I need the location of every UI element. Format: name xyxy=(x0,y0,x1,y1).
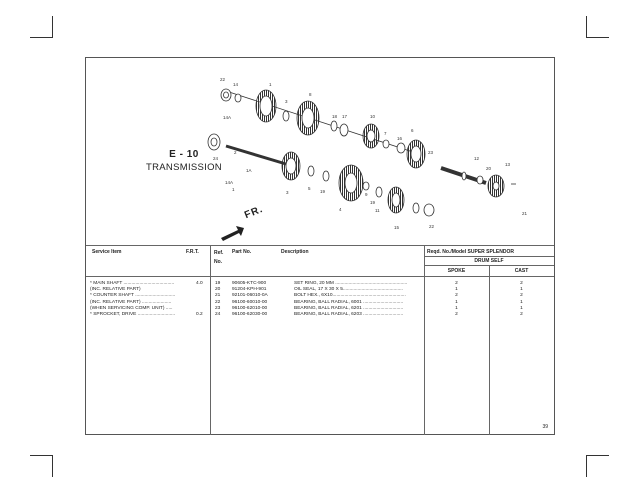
header-spoke: SPOKE xyxy=(447,268,466,274)
header-service-item: Service Item xyxy=(92,249,122,255)
part-callout: 11 xyxy=(375,208,380,213)
part-callout: 16 xyxy=(397,136,403,141)
frt-value: 0.2 xyxy=(196,312,203,317)
part-callout: 22 xyxy=(429,224,435,229)
part-callout: 8 xyxy=(309,92,312,97)
qty-spoke: 2 xyxy=(455,293,458,299)
front-direction-arrow xyxy=(221,226,244,241)
part-no: 91204-KPH-901 xyxy=(232,287,267,293)
main-shaft-assembly xyxy=(221,89,425,168)
qty-cast: 1 xyxy=(520,305,523,311)
part-no: 90605-KTC-900 xyxy=(232,281,267,286)
part-callout: 12 xyxy=(474,156,480,161)
table-subheader-rule xyxy=(424,256,554,257)
crop-mark-top-left xyxy=(30,37,53,38)
diagram-code: E - 10 xyxy=(169,149,199,160)
part-callout: 15 xyxy=(394,225,400,230)
part-callout: 3 xyxy=(285,99,288,104)
qty-spoke: 2 xyxy=(455,281,458,286)
parts-catalog-page xyxy=(85,57,555,435)
qty-cast: 2 xyxy=(520,293,523,299)
part-callout: 20 xyxy=(486,166,492,171)
ref-no: 21 xyxy=(215,293,221,299)
description: BOLT HEX., 6X10....................................................... xyxy=(294,293,406,299)
part-callout: 21 xyxy=(522,211,528,216)
part-callout: 22 xyxy=(220,77,226,82)
part-no: 96100-62030-00 xyxy=(232,312,268,317)
part-callout: 4 xyxy=(339,207,342,212)
header-frt: F.R.T. xyxy=(186,249,199,255)
part-callout: 7 xyxy=(384,131,387,136)
part-callout: 1 xyxy=(232,187,235,192)
ref-no: 24 xyxy=(215,312,221,317)
part-callout: 10 xyxy=(370,114,376,119)
part-callout: 24 xyxy=(213,156,219,161)
service-item: (WHEN SERVICING COMP. UNIT) ..... xyxy=(90,305,173,311)
qty-cast: 1 xyxy=(520,299,523,305)
ref-no: 19 xyxy=(215,281,221,286)
diagram-title: TRANSMISSION xyxy=(146,162,222,173)
header-ref-no: Ref. No. xyxy=(214,250,224,265)
crop-mark-bottom-left xyxy=(52,455,53,477)
header-cast: CAST xyxy=(514,268,529,274)
part-callout: 19 xyxy=(320,189,326,194)
description: BEARING, BALL RADIAL, 6201 .............................. xyxy=(294,305,404,311)
part-callout: 13 xyxy=(505,162,511,167)
header-required-qty: Reqd. No./Model SUPER SPLENDOR xyxy=(427,249,514,255)
part-no: 92101-06010-0A xyxy=(232,293,268,299)
description: BEARING, BALL RADIAL, 6203 .............................. xyxy=(294,312,404,317)
header-part-no: Part No. xyxy=(232,249,252,255)
ref-no: 20 xyxy=(215,287,221,293)
crop-mark-bottom-left xyxy=(30,455,53,456)
ref-no: 23 xyxy=(215,305,221,311)
part-callout: 9 xyxy=(365,192,368,197)
crop-mark-bottom-right xyxy=(586,455,587,477)
front-direction-label: FR. xyxy=(243,203,265,222)
description: OIL SEAL, 17 X 30 X 5............................................. xyxy=(294,287,403,293)
part-callout: 19 xyxy=(370,200,376,205)
crop-mark-top-right xyxy=(586,37,609,38)
counter-shaft-assembly xyxy=(208,134,516,216)
part-callout: 2 xyxy=(234,150,237,155)
service-item: (INC. RELATIVE PART) ...................... xyxy=(90,299,172,305)
part-no: 96100-60010-00 xyxy=(232,299,268,305)
part-callout: 17 xyxy=(342,114,348,119)
part-callout: 14A xyxy=(223,115,232,120)
qty-spoke: 1 xyxy=(455,287,458,293)
crop-mark-top-right xyxy=(586,16,587,38)
table-column-rule xyxy=(210,245,211,435)
service-item: * MAIN SHAFT ...................................... xyxy=(90,281,175,286)
part-callout: 5 xyxy=(308,186,311,191)
qty-cast: 1 xyxy=(520,287,523,293)
part-no: 96100-62010-00 xyxy=(232,305,268,311)
ref-no: 22 xyxy=(215,299,221,305)
header-drum-self: DRUM SELF xyxy=(474,258,504,264)
qty-cast: 2 xyxy=(520,312,523,317)
crop-mark-top-left xyxy=(52,16,53,38)
qty-cast: 2 xyxy=(520,281,523,286)
qty-spoke: 1 xyxy=(455,305,458,311)
part-callout: 18 xyxy=(332,114,338,119)
qty-spoke: 1 xyxy=(455,299,458,305)
table-top-rule xyxy=(86,245,554,246)
service-item: * SPROCKET, DRIVE ............................ xyxy=(90,312,176,317)
description: BEARING, BALL RADIAL, 6001 .............................. xyxy=(294,299,404,305)
page-number: 39 xyxy=(542,424,548,430)
crop-mark-bottom-right xyxy=(586,455,609,456)
part-callout: 1 xyxy=(269,82,272,87)
service-item: (INC. RELATIVE PART) xyxy=(90,287,141,293)
part-callout: 14A xyxy=(225,180,234,185)
part-callout: 23 xyxy=(428,150,434,155)
description: SET RING, 20 MM ...................................................... xyxy=(294,281,408,286)
part-callout: 14 xyxy=(233,82,239,87)
part-callout: 3 xyxy=(286,190,289,195)
frt-value: 4.0 xyxy=(196,281,203,286)
service-item: * COUNTER SHAFT .............................. xyxy=(90,293,176,299)
part-callout: 6 xyxy=(411,128,414,133)
qty-spoke: 2 xyxy=(455,312,458,317)
table-header-rule xyxy=(86,276,554,277)
header-description: Description xyxy=(281,249,309,255)
part-callout: 1A xyxy=(246,168,252,173)
